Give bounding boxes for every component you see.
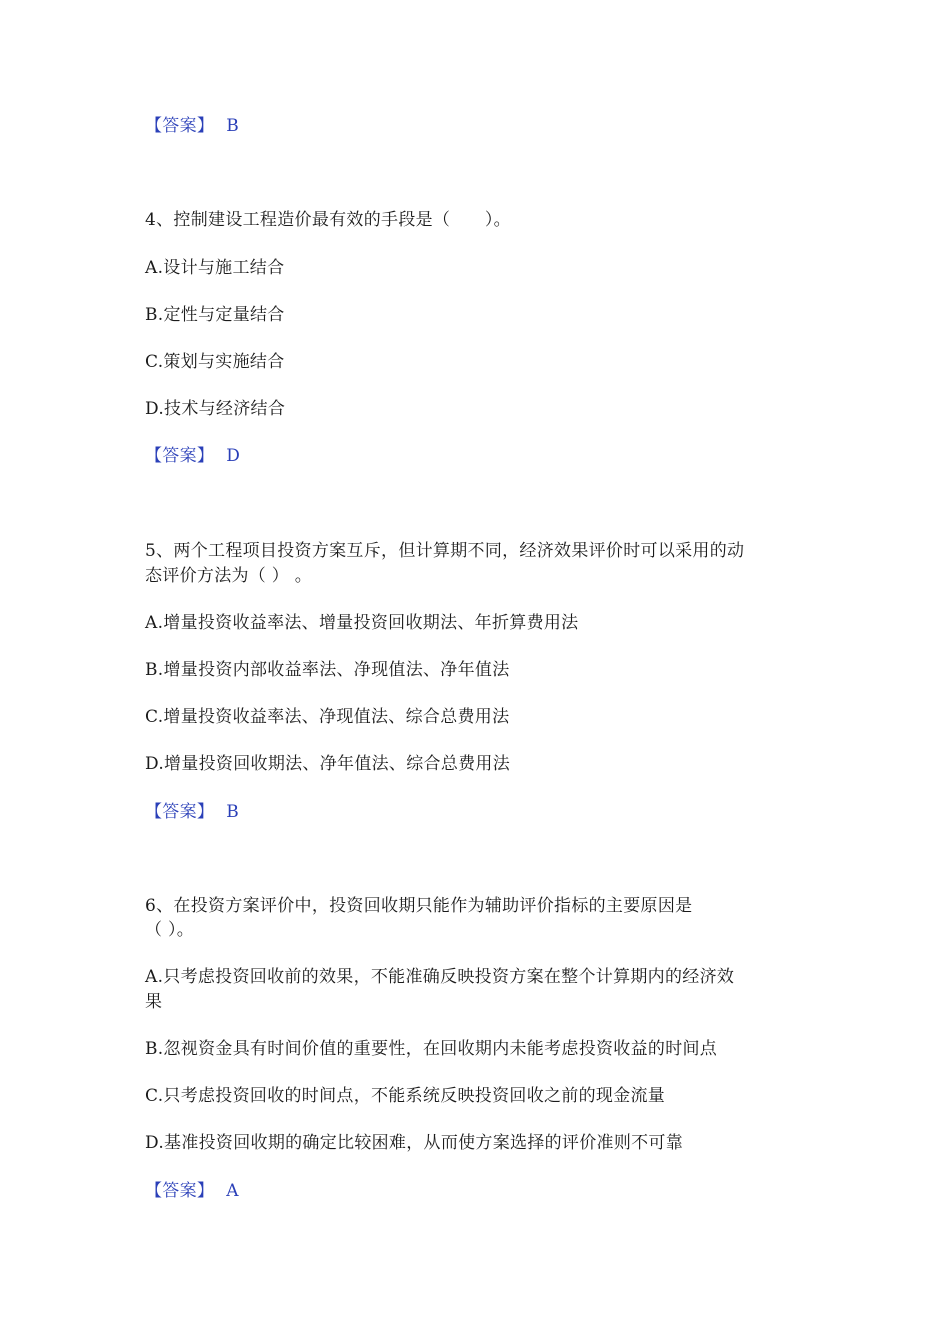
question-5-stem-line1: 5、两个工程项目投资方案互斥，但计算期不同，经济效果评价时可以采用的动 xyxy=(145,541,745,561)
answer-value: B xyxy=(226,116,239,136)
question-6-stem-line2: （ ）。 xyxy=(145,920,195,940)
answer-4 xyxy=(145,444,240,468)
question-5-stem-line2: 态评价方法为（ ） 。 xyxy=(145,566,313,586)
answer-value: A xyxy=(226,1181,239,1201)
question-6-option-a-line2: 果 xyxy=(145,992,163,1012)
question-6-option-a-line1: A.只考虑投资回收前的效果，不能准确反映投资方案在整个计算期内的经济效 xyxy=(145,967,735,987)
question-6-stem-line1: 6、在投资方案评价中，投资回收期只能作为辅助评价指标的主要原因是 xyxy=(145,896,693,916)
answer-label: 【答案】 xyxy=(145,116,215,136)
answer-5 xyxy=(145,800,239,824)
question-6-option-c: C.只考虑投资回收的时间点，不能系统反映投资回收之前的现金流量 xyxy=(145,1086,666,1106)
question-4-option-d: D.技术与经济结合 xyxy=(145,399,286,419)
question-5-option-b: B.增量投资内部收益率法、净现值法、净年值法 xyxy=(145,660,510,680)
question-6-option-d: D.基准投资回收期的确定比较困难，从而使方案选择的评价准则不可靠 xyxy=(145,1133,684,1153)
answer-label: 【答案】 xyxy=(145,446,215,466)
question-4-stem: 4、控制建设工程造价最有效的手段是（ ）。 xyxy=(145,210,511,230)
answer-value: B xyxy=(226,802,239,822)
question-5-option-a: A.增量投资收益率法、增量投资回收期法、年折算费用法 xyxy=(145,613,579,633)
answer-label: 【答案】 xyxy=(145,802,215,822)
question-6-option-b: B.忽视资金具有时间价值的重要性，在回收期内未能考虑投资收益的时间点 xyxy=(145,1039,718,1059)
question-4-option-c: C.策划与实施结合 xyxy=(145,352,285,372)
answer-3 xyxy=(145,114,239,138)
question-5-option-d: D.增量投资回收期法、净年值法、综合总费用法 xyxy=(145,754,511,774)
question-4-option-b: B.定性与定量结合 xyxy=(145,305,285,325)
answer-value: D xyxy=(226,446,241,466)
answer-label: 【答案】 xyxy=(145,1181,215,1201)
question-5-option-c: C.增量投资收益率法、净现值法、综合总费用法 xyxy=(145,707,510,727)
answer-6 xyxy=(145,1179,239,1203)
question-4-option-a: A.设计与施工结合 xyxy=(145,258,285,278)
